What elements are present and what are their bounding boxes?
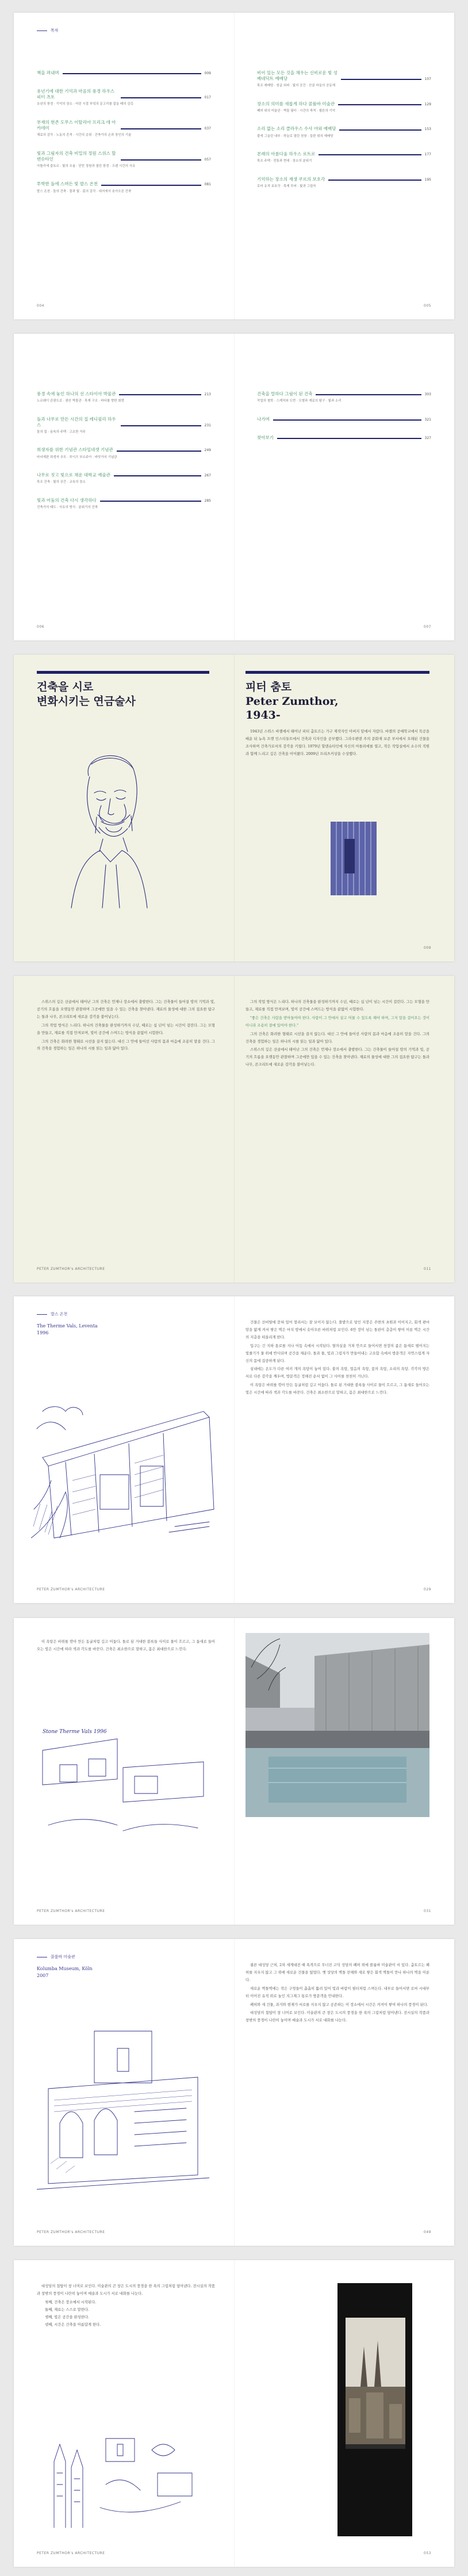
essay-text: 스위스의 깊은 산골에서 태어난 그의 건축은 언제나 장소에서 출발한다. 그는 건축물이 들어설 땅의 기억과 빛, 공기의 흐름을 오랫동안 관찰하며 그곳에만 있을 수 있는 건축을 찾아낸다. 재료의 물성에 대한 그의 집요한 탐구는 돌과 나무, 콘크리트에 새로운 감각을 불어넣는다. 그의 작업 방식은 느리다. 하나의 건축물을 완성하기까지 수년, 때로는 십 년이 넘는 시간이 걸린다. 그는 모형을 만들고, 재료를 직접 만져보며, 빛이 공간에 스며드는 방식을 끝없이 시험한다. 그의 건축은 화려한 형태로 시선을 끌지 않는다. 대신 그 안에 들어선 사람의 몸과 마음에 조용히 말을 건다. 그의 건축을 경험하는 일은 하나의 시를 읽는 일과 닮아 있다.	[37, 1000, 215, 1051]
credit-line: PETER ZUMTHOR's ARCHITECTURE	[37, 1587, 105, 1592]
toc-entry-row	[257, 151, 431, 157]
toc-page-number: 213	[204, 392, 211, 397]
toc-page-number: 303	[424, 392, 431, 397]
toc-entry-row	[37, 181, 211, 187]
toc-page-number: 321	[424, 417, 431, 422]
title-rule	[245, 671, 429, 674]
note-line: 첫째, 건축은 장소에서 시작된다.	[45, 2300, 97, 2304]
toc-page-number: 285	[204, 498, 211, 503]
chapter-title	[37, 680, 136, 708]
note-line: 넷째, 시간은 건축을 아름답게 한다.	[45, 2322, 101, 2327]
architect-name	[245, 680, 339, 723]
toc-entry-row	[37, 391, 211, 397]
toc-entry-description: 재료의 감각 · 노동의 흔적 · 시간의 층위 · 건축가의 손과 장인의 기술	[37, 133, 132, 138]
page-right	[234, 1296, 454, 1603]
toc-entry-title: 찾아보기	[257, 434, 274, 440]
toc-entry-row	[257, 101, 431, 107]
toc-entry-description: 목조 주택 · 전통과 현대 · 장소의 분위기	[257, 159, 312, 163]
toc-rule	[114, 475, 201, 476]
toc-page-number: 081	[204, 182, 211, 187]
toc-entry-description: 불에 그을린 내부 · 하늘로 열린 천창 · 들판 위의 예배당	[257, 134, 333, 138]
toc-entry-description: 아틀리에 춤토르 · 빛의 조율 · 닫힌 정원과 열린 풍경 · 오랜 시간의 사유	[37, 164, 136, 168]
page-right	[234, 1939, 454, 2246]
toc-entry-description: 목조 예배당 · 슁글 외피 · 빛의 공간 · 산골 마을의 공동체	[257, 84, 336, 88]
cathedral-sketch	[37, 2415, 209, 2531]
toc-entry-description: 작업의 철학 · 스케치와 도면 · 모형과 재료의 탐구 · 빛과 소리	[257, 399, 342, 403]
page-number: 031	[424, 1909, 431, 1913]
credit-line: PETER ZUMTHOR's ARCHITECTURE	[37, 2230, 105, 2234]
toc-rule	[338, 104, 421, 105]
toc-rule	[341, 79, 421, 80]
spread-therme-photos	[14, 1618, 454, 1925]
toc-entry-title: 장소의 의미를 새롭게 하다 콜룸바 미술관	[257, 101, 335, 106]
toc-entry-title: 소리 없는 소리 클라우스 수사 야외 예배당	[257, 126, 336, 132]
toc-page-number: 017	[204, 96, 211, 100]
toc-entry[interactable]	[37, 472, 211, 485]
toc-entry[interactable]	[37, 391, 211, 404]
birth-year: 1943-	[245, 709, 281, 722]
note-line: 셋째, 빛은 공간을 완성한다.	[45, 2315, 89, 2319]
therme-photo	[245, 1633, 429, 1817]
spread-essay	[14, 976, 454, 1283]
name-english: Peter Zumthor,	[245, 694, 339, 708]
toc-entry-row	[37, 417, 211, 428]
note-line: 둘째, 재료는 스스로 말한다.	[45, 2307, 89, 2312]
page-right	[234, 2260, 454, 2567]
spread-therme	[14, 1296, 454, 1603]
toc-entry-description: 돌의 집 · 숲속의 주택 · 고요한 거주	[37, 430, 86, 434]
toc-rule	[339, 129, 421, 131]
toc-entry-row	[257, 391, 431, 397]
toc-entry-title: 책을 펴내며	[37, 70, 59, 75]
toc-entry-row	[257, 417, 431, 422]
toc-entry-description: 발스 온천 · 돌의 건축 · 물과 빛 · 몸의 감각 · 대지에서 솟아오른 건축	[37, 189, 132, 193]
page-number: 009	[424, 946, 431, 950]
toc-rule	[328, 180, 421, 181]
toc-entry[interactable]	[37, 181, 211, 194]
page-left	[14, 2260, 234, 2567]
toc-entry-description: 건축가의 태도 · 사유의 방식 · 분위기의 건축	[37, 505, 98, 509]
biography: 1943년 스위스 바젤에서 태어난 피터 춤토르는 가구 제작자인 아버지 밑에서 자랐다. 바젤의 공예학교에서 목공을 배운 뒤 뉴욕 프랫 인스티튜트에서 건축과 디자인을 공부했다. 그라우뷘덴 주의 문화재 보존 부서에서 오래된 건물을 조사하며 건축가로서의 감각을 키웠다. 1979년 할덴슈타인에 자신의 아틀리에를 열고, 작은 작업실에서 소수의 직원과 함께 느리고 깊은 건축을 이어왔다. 2009년 프리츠커상을 수상했다.	[245, 730, 429, 756]
toc-page-number: 129	[424, 102, 431, 106]
page-number: 029	[424, 1587, 431, 1592]
toc-page-number: 249	[204, 448, 211, 453]
toc-entry[interactable]	[37, 70, 211, 76]
toc-entry-title: 빛과 어둠의 건축 다시 생각하다	[37, 497, 97, 503]
kolumba-text: 쾰른 대성당 근처, 2차 세계대전 때 폭격으로 무너진 고딕 성당의 폐허 위에 콜룸바 미술관이 서 있다. 춤토르는 폐허를 지우지 않고 그 위에 새로운 건물을 얹었다. 옛 성당의 벽돌 잔해와 새로 쌓은 회색 벽돌이 만나 하나의 벽을 이룬다. 새로운 벽돌벽에는 작은 구멍들이 촘촘히 뚫려 있어 빛과 바람이 필터처럼 스며든다. 내부로 들어서면 로마 시대부터 이어진 유적 위로 놓인 지그재그 통로가 방문객을 안내한다. 폐허와 새 건물, 과거와 현재가 서로를 지우지 않고 공존하는 이 장소에서 시간은 켜켜이 쌓여 하나의 풍경이 된다. 대성당의 첨탑이 창 너머로 보인다. 미술관의 큰 창은 도시의 풍경을 한 폭의 그림처럼 담아낸다. 전시실의 작품과 창밖의 풍경이 나란히 놓이며 예술과 도시가 서로 대화를 나눈다.	[245, 1963, 429, 2023]
kolumba-sketch	[37, 2025, 209, 2192]
therme-text-2: 이 욕탕은 바위를 깎아 만든 동굴처럼 깊고 어둡다. 돌로 된 거대한 블록들 사이로 물이 흐르고, 그 틈새로 들어오는 빛은 시간에 따라 색과 각도를 바꾼다. 건축은 최소한으로 말하고, 몸은 최대한으로 느낀다.	[37, 1640, 215, 1651]
toc-rule	[277, 438, 421, 439]
toc-rule	[100, 501, 201, 502]
toc-page-number: 327	[424, 436, 431, 440]
spread-kolumba-2	[14, 2260, 454, 2567]
toc-entry[interactable]	[37, 498, 211, 510]
toc-entry-title: 본래의 아름다움 하우스 로트로	[257, 151, 316, 157]
toc-rule	[121, 128, 201, 129]
title-line-2: 변화시키는 연금술사	[37, 694, 136, 708]
page-left	[14, 655, 234, 961]
toc-entry[interactable]	[257, 417, 431, 422]
therme-sketch-2	[37, 1710, 209, 1848]
toc-entry-title: 돌과 나무로 만든 시간의 집 레디필리 하우스	[37, 416, 116, 428]
toc-entry-title: 풍경 속에 놓인 하나의 선 스타이아 박물관	[37, 391, 116, 396]
toc-rule	[273, 419, 421, 421]
page-number: 004	[37, 304, 44, 308]
toc-entry[interactable]	[257, 435, 431, 441]
toc-entry-title: 나가며	[257, 416, 270, 422]
toc-entry-description: 마녀재판 희생자 추모 · 루이즈 부르주아 · 바닷가의 기념관	[37, 455, 117, 459]
toc-heading: 목차	[37, 28, 59, 33]
toc-rule	[316, 394, 421, 395]
credit-line: PETER ZUMTHOR's ARCHITECTURE	[37, 2551, 105, 2555]
toc-entry-title: 유년기에 대한 기억과 마음의 풍경 하우스 피터 츠토	[37, 89, 115, 100]
toc-page-number: 107	[424, 77, 431, 82]
toc-entry-row	[37, 120, 211, 131]
toc-entry[interactable]	[37, 447, 211, 460]
toc-entry-row	[37, 89, 211, 100]
therme-text: 건물은 산비탈에 묻혀 있어 멀리서는 잘 보이지 않는다. 풀밭으로 덮인 지붕은 주변의 초원과 이어지고, 회색 편마암을 얇게 켜서 쌓은 벽은 마치 땅에서 솟아오른 바위처럼 보인다. 6만 장이 넘는 돌판이 층층이 쌓여 이룬 벽은 시간의 지층을 떠올리게 한다. 입구는 긴 지하 통로를 지나 어둠 속에서 시작된다. 탈의실을 거쳐 안으로 들어서면 천장의 좁은 틈새로 떨어지는 빛줄기가 물 위에 반사되며 공간을 채운다. 돌과 물, 빛과 그림자가 만들어내는 고요함 속에서 방문객은 자연스럽게 자신의 몸에 집중하게 된다. 실내에는 온도가 다른 여러 개의 욕탕이 놓여 있다. 불의 욕탕, 얼음의 욕탕, 꽃의 욕탕, 소리의 욕탕. 각각의 방은 서로 다른 감각을 깨우며, 방문객은 정해진 순서 없이 그 사이를 천천히 거닌다. 이 욕탕은 바위를 깎아 만든 동굴처럼 깊고 어둡다. 돌로 된 거대한 블록들 사이로 물이 흐르고, 그 틈새로 들어오는 빛은 시간에 따라 색과 각도를 바꾼다. 건축은 최소한으로 말하고, 몸은 최대한으로 느낀다.	[245, 1321, 429, 1395]
credit-line: PETER ZUMTHOR's ARCHITECTURE	[37, 1909, 105, 1913]
toc-rule	[101, 185, 201, 186]
page-left	[14, 1618, 234, 1925]
toc-entry-row	[37, 472, 211, 478]
page-right	[234, 334, 454, 640]
toc-entry[interactable]	[257, 70, 431, 89]
toc-entry-title: 나무로 짓고 빛으로 채운 대학교 예술관	[37, 472, 110, 478]
page-right	[234, 655, 454, 961]
toc-page-number: 231	[204, 423, 211, 428]
toc-entry-row	[257, 435, 431, 441]
toc-entry-row	[257, 126, 431, 132]
page-number: 011	[424, 1267, 431, 1271]
toc-entry[interactable]	[37, 89, 211, 107]
toc-entry-title: 부재의 현존 도무스 이탈리아 프리크 데 아카데미	[37, 119, 116, 131]
page-number: 006	[37, 625, 44, 629]
portrait-sketch	[48, 741, 163, 914]
toc-entry-row	[257, 70, 431, 82]
toc-entry-description: 노르웨이 관광도로 · 광산 박물관 · 목재 구조 · 바다를 향한 회랑	[37, 399, 124, 403]
toc-entry-description: 로마 유적 보호각 · 목재 루버 · 빛과 그림자	[257, 184, 316, 188]
toc-entry-row	[37, 447, 211, 453]
essay-text-continued: 그의 작업 방식은 느리다. 하나의 건축물을 완성하기까지 수년, 때로는 십 년이 넘는 시간이 걸린다. 그는 모형을 만들고, 재료를 직접 만져보며, 빛이 공간에 스며드는 방식을 끝없이 시험한다. "좋은 건축은 사람을 받아들여야 한다. 사람이 그 안에서 살고 머물 수 있도록 해야 하며, 그저 말을 걸어오는 것이 아니라 조용히 곁에 있어야 한다." 그의 건축은 화려한 형태로 시선을 끌지 않는다. 대신 그 안에 들어선 사람의 몸과 마음에 조용히 말을 건다. 그의 건축을 경험하는 일은 하나의 시를 읽는 일과 닮아 있다. 스위스의 깊은 산골에서 태어난 그의 건축은 언제나 장소에서 출발한다. 그는 건축물이 들어설 땅의 기억과 빛, 공기의 흐름을 오랫동안 관찰하며 그곳에만 있을 수 있는 건축을 찾아낸다. 재료의 물성에 대한 그의 집요한 탐구는 돌과 나무, 콘크리트에 새로운 감각을 불어넣는다.	[245, 1000, 429, 1067]
toc-page-number: 153	[424, 127, 431, 132]
toc-entry-title: 건축을 말하다 그림이 된 건축	[257, 391, 313, 396]
window-view-photo	[337, 2283, 412, 2536]
name-korean: 피터 춤토	[245, 681, 292, 693]
page-right	[234, 13, 454, 319]
toc-rule	[63, 73, 201, 74]
toc-entry[interactable]	[37, 417, 211, 435]
spread-kolumba	[14, 1939, 454, 2246]
toc-rule	[121, 425, 201, 426]
page-number: 005	[424, 304, 431, 308]
quote: "좋은 건축은 사람을 받아들여야 한다. 사람이 그 안에서 살고 머물 수 있도록 해야 하며, 그저 말을 걸어오는 것이 아니라 조용히 곁에 있어야 한다."	[245, 1016, 429, 1028]
page-left	[14, 13, 234, 319]
credit-line: PETER ZUMTHOR's ARCHITECTURE	[37, 1267, 105, 1271]
page-left	[14, 334, 234, 640]
toc-entry-title: 비어 있는 모든 것을 채우는 신비로운 빛 성 베네딕트 예배당	[257, 70, 337, 82]
toc-entry[interactable]	[257, 391, 431, 404]
title-line-1: 건축을 시로	[37, 681, 94, 693]
building-photo	[331, 822, 377, 895]
page-number: 053	[424, 2551, 431, 2555]
section-label: 콜룸바 미술관	[37, 1954, 75, 1960]
page-right	[234, 1618, 454, 1925]
toc-rule	[117, 451, 201, 452]
spread-toc-2	[14, 334, 454, 640]
toc-rule	[119, 394, 201, 395]
toc-entry-row	[37, 70, 211, 76]
therme-sketch	[31, 1394, 221, 1550]
spread-intro	[14, 655, 454, 961]
toc-entry[interactable]	[257, 101, 431, 114]
spread-toc-1	[14, 13, 454, 319]
toc-page-number: 177	[424, 152, 431, 157]
page-left	[14, 1296, 234, 1603]
toc-page-number: 037	[204, 127, 211, 131]
toc-entry-title: 투박한 돌에 스며든 빛 발스 온천	[37, 181, 98, 187]
toc-entry[interactable]	[37, 151, 211, 169]
toc-entry-row	[37, 498, 211, 503]
toc-rule	[121, 159, 201, 161]
toc-entry-title: 빛과 그림자의 건축 비밀의 정원 스위스 할덴슈타인	[37, 150, 116, 162]
page-number: 007	[424, 625, 431, 629]
page-left	[14, 976, 234, 1283]
toc-page-number: 057	[204, 157, 211, 162]
toc-page-number: 195	[424, 177, 431, 182]
page-number: 049	[424, 2230, 431, 2234]
title-rule	[37, 671, 209, 674]
section-label: 발스 온천	[37, 1311, 67, 1317]
toc-entry[interactable]	[257, 177, 431, 189]
toc-rule	[121, 97, 201, 98]
toc-entry[interactable]	[257, 126, 431, 139]
page-left	[14, 1939, 234, 2246]
sketch-caption: Stone Therme Vals 1996	[43, 1729, 107, 1735]
toc-entry-row	[257, 177, 431, 182]
toc-rule	[319, 154, 421, 155]
toc-entry[interactable]	[257, 151, 431, 164]
project-title: Kolumba Museum, Köln 2007	[37, 1966, 93, 1978]
toc-entry-description: 목조 건축 · 빛의 공간 · 교육의 장소	[37, 480, 86, 484]
toc-page-number: 267	[204, 474, 211, 478]
toc-entry-description: 유년의 풍경 · 기억의 장소 · 어린 시절 부엌의 문고리를 잡을 때의 감촉	[37, 102, 133, 106]
page-right	[234, 976, 454, 1283]
toc-entry-description: 폐허 위의 미술관 · 벽돌 필터 · 시간의 축적 · 쾰른의 기억	[257, 109, 336, 113]
project-title: The Therme Vals, Leventa 1996	[37, 1323, 98, 1335]
toc-entry-title: 기억하는 장소의 재생 쿠르의 보호각	[257, 176, 325, 182]
toc-entry[interactable]	[37, 120, 211, 138]
toc-entry-title: 희생자를 위한 기념관 스타일네셋 기념관	[37, 447, 113, 453]
toc-page-number: 009	[204, 71, 211, 76]
toc-entry-row	[37, 151, 211, 162]
kolumba-text-2: 대성당의 첨탑이 창 너머로 보인다. 미술관의 큰 창은 도시의 풍경을 한 폭의 그림처럼 담아낸다. 전시실의 작품과 창밖의 풍경이 나란히 놓이며 예술과 도시가 서로 대화를 나눈다. 첫째, 건축은 장소에서 시작된다. 둘째, 재료는 스스로 말한다. 셋째, 빛은 공간을 완성한다. 넷째, 시간은 건축을 아름답게 한다.	[37, 2283, 215, 2329]
